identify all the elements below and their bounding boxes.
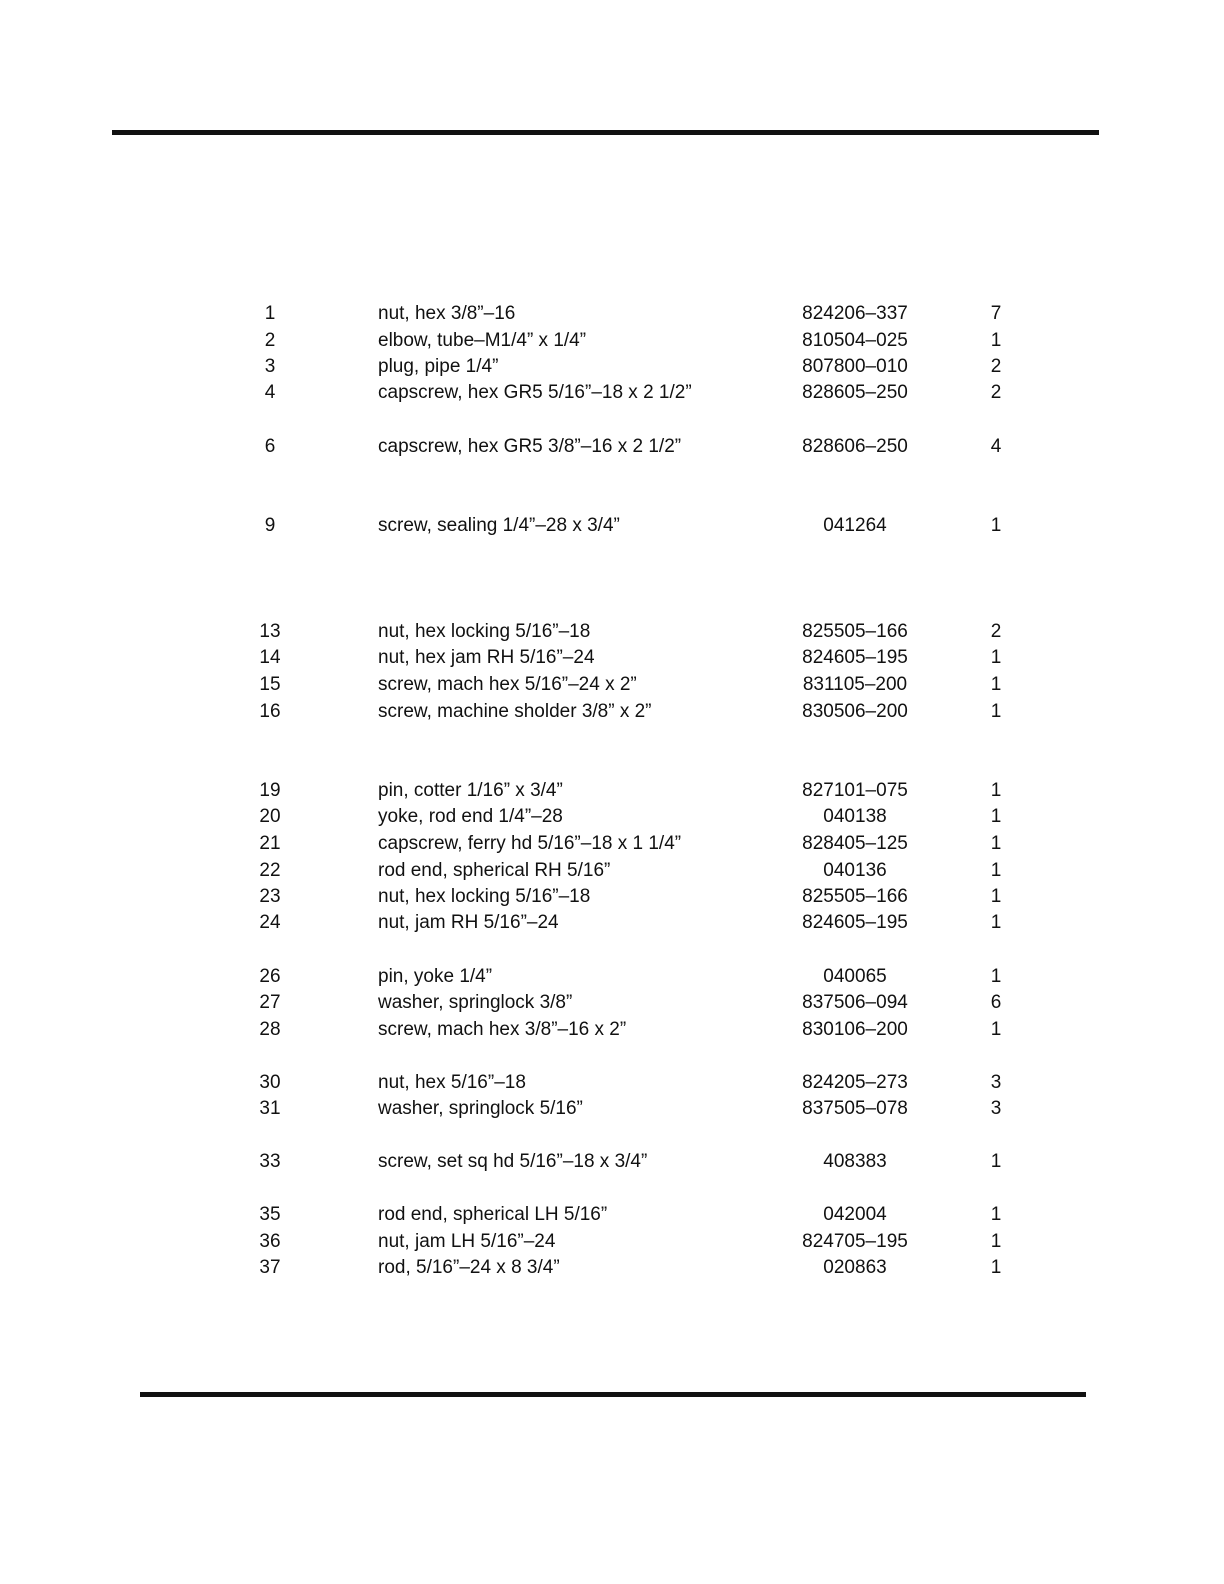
quantity: 1 <box>990 780 1002 801</box>
parts-row <box>0 1202 1224 1228</box>
quantity: 3 <box>990 1072 1002 1093</box>
parts-row <box>0 858 1224 884</box>
part-number: 040136 <box>823 860 887 881</box>
quantity: 3 <box>990 1098 1002 1119</box>
part-number: 020863 <box>823 1257 887 1278</box>
quantity: 7 <box>990 303 1002 324</box>
part-number: 824605–195 <box>802 912 908 933</box>
item-number: 19 <box>259 780 281 801</box>
item-number: 27 <box>259 992 281 1013</box>
part-description: rod, 5/16”–24 x 8 3/4” <box>378 1257 560 1278</box>
parts-row <box>0 990 1224 1016</box>
part-description: rod end, spherical LH 5/16” <box>378 1204 608 1225</box>
part-description: nut, hex locking 5/16”–18 <box>378 621 591 642</box>
parts-row <box>0 1229 1224 1255</box>
part-description: rod end, spherical RH 5/16” <box>378 860 611 881</box>
part-description: screw, set sq hd 5/16”–18 x 3/4” <box>378 1151 648 1172</box>
parts-row <box>0 328 1224 354</box>
item-number: 2 <box>264 330 276 351</box>
parts-row <box>0 1070 1224 1096</box>
quantity: 1 <box>990 701 1002 722</box>
parts-row <box>0 1017 1224 1043</box>
part-number: 830106–200 <box>802 1019 908 1040</box>
part-description: plug, pipe 1/4” <box>378 356 499 377</box>
item-number: 4 <box>264 382 276 403</box>
parts-row <box>0 645 1224 671</box>
item-number: 3 <box>264 356 276 377</box>
part-description: pin, yoke 1/4” <box>378 966 493 987</box>
quantity: 1 <box>990 1204 1002 1225</box>
part-description: screw, sealing 1/4”–28 x 3/4” <box>378 515 620 536</box>
part-description: nut, hex 5/16”–18 <box>378 1072 526 1093</box>
part-description: washer, springlock 3/8” <box>378 992 573 1013</box>
quantity: 1 <box>990 1231 1002 1252</box>
part-description: nut, jam LH 5/16”–24 <box>378 1231 556 1252</box>
quantity: 1 <box>990 833 1002 854</box>
part-number: 828605–250 <box>802 382 908 403</box>
parts-row <box>0 1255 1224 1281</box>
quantity: 1 <box>990 1151 1002 1172</box>
parts-row <box>0 1149 1224 1175</box>
part-number: 040138 <box>823 806 887 827</box>
item-number: 6 <box>264 436 276 457</box>
part-number: 824605–195 <box>802 647 908 668</box>
quantity: 4 <box>990 436 1002 457</box>
part-number: 810504–025 <box>802 330 908 351</box>
part-description: capscrew, hex GR5 5/16”–18 x 2 1/2” <box>378 382 692 403</box>
part-number: 837505–078 <box>802 1098 908 1119</box>
parts-row <box>0 1096 1224 1122</box>
part-description: screw, machine sholder 3/8” x 2” <box>378 701 652 722</box>
part-description: pin, cotter 1/16” x 3/4” <box>378 780 563 801</box>
parts-row <box>0 964 1224 990</box>
part-number: 828405–125 <box>802 833 908 854</box>
item-number: 15 <box>259 674 281 695</box>
item-number: 23 <box>259 886 281 907</box>
part-description: capscrew, ferry hd 5/16”–18 x 1 1/4” <box>378 833 682 854</box>
part-number: 831105–200 <box>802 674 908 695</box>
item-number: 1 <box>264 303 276 324</box>
part-description: screw, mach hex 3/8”–16 x 2” <box>378 1019 627 1040</box>
parts-row <box>0 778 1224 804</box>
parts-row <box>0 380 1224 406</box>
item-number: 33 <box>259 1151 281 1172</box>
part-number: 042004 <box>823 1204 887 1225</box>
item-number: 28 <box>259 1019 281 1040</box>
parts-row <box>0 619 1224 645</box>
part-description: nut, hex locking 5/16”–18 <box>378 886 591 907</box>
item-number: 9 <box>264 515 276 536</box>
quantity: 1 <box>990 674 1002 695</box>
quantity: 1 <box>990 912 1002 933</box>
parts-row <box>0 884 1224 910</box>
quantity: 1 <box>990 1257 1002 1278</box>
part-description: elbow, tube–M1/4” x 1/4” <box>378 330 587 351</box>
parts-row <box>0 831 1224 857</box>
quantity: 1 <box>990 860 1002 881</box>
parts-row <box>0 804 1224 830</box>
quantity: 1 <box>990 330 1002 351</box>
quantity: 1 <box>990 806 1002 827</box>
quantity: 2 <box>990 382 1002 403</box>
part-description: nut, jam RH 5/16”–24 <box>378 912 559 933</box>
quantity: 1 <box>990 966 1002 987</box>
parts-row <box>0 354 1224 380</box>
part-number: 825505–166 <box>802 621 908 642</box>
item-number: 37 <box>259 1257 281 1278</box>
quantity: 1 <box>990 1019 1002 1040</box>
part-number: 827101–075 <box>802 780 908 801</box>
quantity: 2 <box>990 621 1002 642</box>
parts-row <box>0 434 1224 460</box>
part-description: washer, springlock 5/16” <box>378 1098 583 1119</box>
item-number: 35 <box>259 1204 281 1225</box>
part-number: 040065 <box>823 966 887 987</box>
parts-row <box>0 699 1224 725</box>
part-number: 825505–166 <box>802 886 908 907</box>
part-number: 807800–010 <box>802 356 908 377</box>
item-number: 22 <box>259 860 281 881</box>
part-number: 824205–273 <box>802 1072 908 1093</box>
bottom-divider <box>140 1392 1086 1397</box>
part-number: 041264 <box>823 515 887 536</box>
part-number: 824206–337 <box>802 303 908 324</box>
part-number: 828606–250 <box>802 436 908 457</box>
quantity: 6 <box>990 992 1002 1013</box>
item-number: 30 <box>259 1072 281 1093</box>
part-number: 837506–094 <box>802 992 908 1013</box>
part-description: yoke, rod end 1/4”–28 <box>378 806 563 827</box>
item-number: 20 <box>259 806 281 827</box>
quantity: 2 <box>990 356 1002 377</box>
parts-row <box>0 910 1224 936</box>
item-number: 24 <box>259 912 281 933</box>
item-number: 36 <box>259 1231 281 1252</box>
part-number: 830506–200 <box>802 701 908 722</box>
item-number: 16 <box>259 701 281 722</box>
part-description: nut, hex jam RH 5/16”–24 <box>378 647 595 668</box>
parts-row <box>0 513 1224 539</box>
part-description: nut, hex 3/8”–16 <box>378 303 516 324</box>
parts-row <box>0 672 1224 698</box>
quantity: 1 <box>990 515 1002 536</box>
item-number: 31 <box>259 1098 281 1119</box>
parts-row <box>0 301 1224 327</box>
part-number: 824705–195 <box>802 1231 908 1252</box>
quantity: 1 <box>990 886 1002 907</box>
item-number: 21 <box>259 833 281 854</box>
item-number: 26 <box>259 966 281 987</box>
item-number: 14 <box>259 647 281 668</box>
quantity: 1 <box>990 647 1002 668</box>
part-number: 408383 <box>823 1151 887 1172</box>
part-description: screw, mach hex 5/16”–24 x 2” <box>378 674 637 695</box>
item-number: 13 <box>259 621 281 642</box>
part-description: capscrew, hex GR5 3/8”–16 x 2 1/2” <box>378 436 682 457</box>
